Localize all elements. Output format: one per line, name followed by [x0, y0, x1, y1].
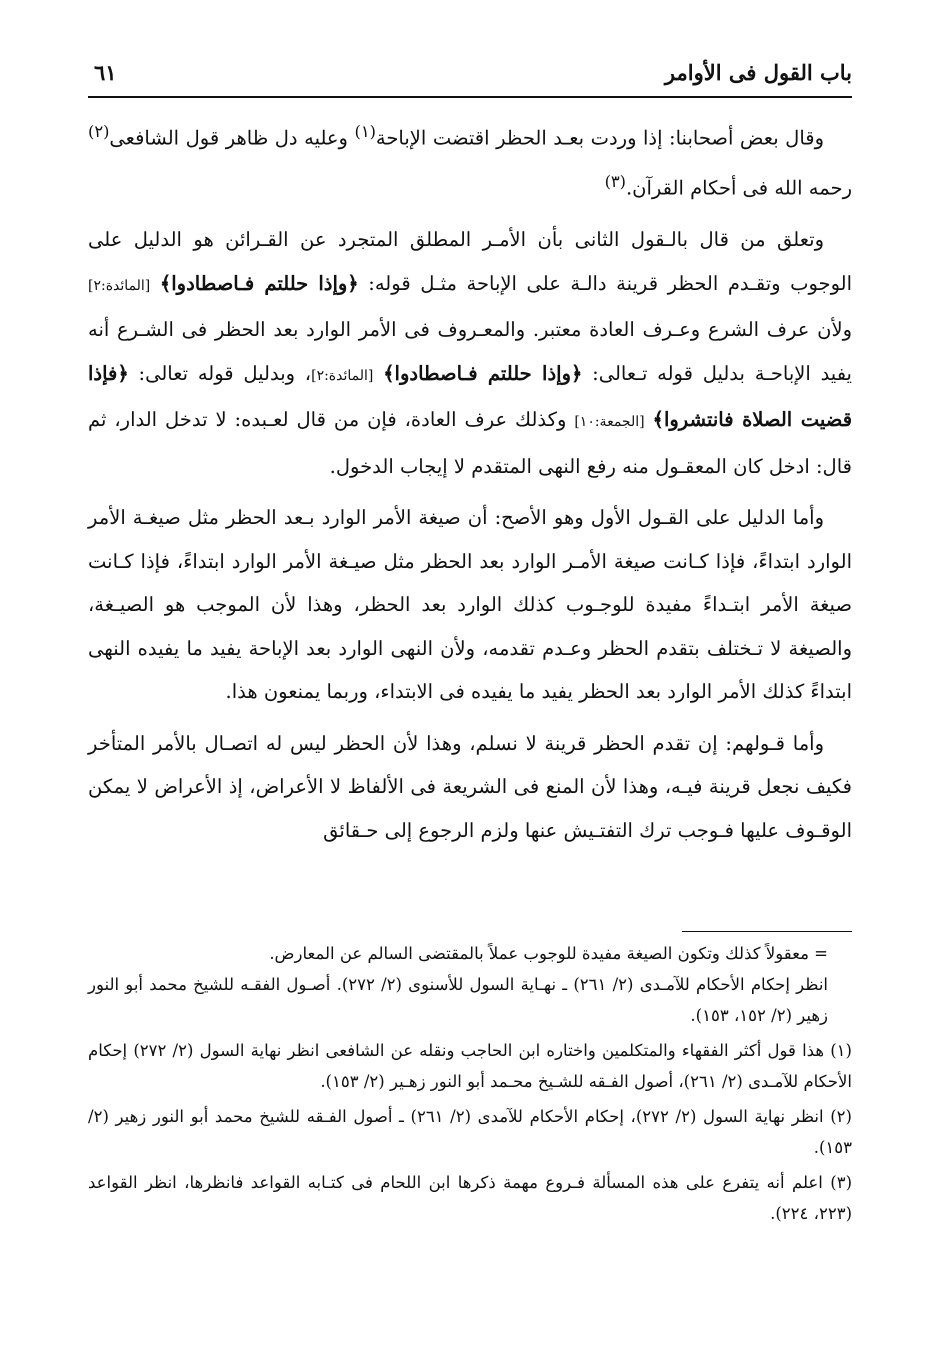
quran-quote: ﴿وإذا حللتم فـاصطادوا﴾: [159, 271, 359, 295]
text-segment: وتعلق من قال بالـقول الثانى بأن الأمـر المطلق المتجرد عن القـرائن هو الدليل على الوجوب وتقـدم الحظر قرينة دالـة على الإباحة مثـل قوله:: [88, 228, 853, 295]
paragraph-3: [88, 496, 852, 714]
text-segment: وأما الدليل على القـول الأول وهو الأصح: أن صيغة الأمر الوارد بـعد الحظر مثل صيغـة الأمر الوارد ابتداءً، فإذا كـانت صيغة الأمـر الوارد بعد الحظر مثل صيـغة الأمر الوارد ابتداءً، فإذا كـانت صيغة الأمر ابتـداءً مفيدة للوجـوب كذلك الوارد بعد الحظر، وهذا لأن الموجب هو الصيـغة، والصيغة لا تـختلف بتقدم الحظر وعـدم تقدمه، ولأن النهى الوارد بعد الإباحة يفيد ما يفيده النهى ابتداءً كذلك الأمر الوارد بعد الحظر يفيد ما يفيده فى الابتداء، وربما يمنعون هذا.: [88, 506, 852, 703]
footnote-2: (٢) انظر نهاية السول (٢/ ٢٧٢)، إحكام الأحكام للآمدى (٢/ ٢٦١) ـ أصول الفـقه للشيخ محمد أبو النور زهير (٢/ ١٥٣).: [88, 1107, 852, 1157]
text-segment: وقال بعض أصحابنا: إذا وردت بعـد الحظر اقتضت الإباحة: [375, 126, 824, 150]
quran-quote: ﴿فإذا قضيت الصلاة فانتشروا﴾: [88, 361, 853, 431]
quran-quote: ﴿وإذا حللتم فـاصطادوا﴾: [383, 361, 583, 385]
verse-reference: [المائدة:٢]: [311, 367, 374, 384]
chapter-title: باب القول فى الأوامر: [664, 60, 852, 85]
footnote-marker-1: (١): [354, 122, 376, 141]
footnote-3: (٣) اعلم أنه يتفرع على هذه المسألة فـروع مهمة ذكرها ابن اللحام فى كتـابه القواعد فانظرها، انظر القواعد (٢٢٣، ٢٢٤).: [88, 1173, 852, 1223]
text-segment: ولأن عرف الشرع وعـرف العادة معتبر. والمعـروف فى الأمر الوارد بعد الحظر فى الشـرع أنه يفيد الإباحـة بدليل قوله تـعالى:: [88, 318, 852, 385]
footnotes: [88, 938, 852, 1229]
footnote-1: (١) هذا قول أكثر الفقهاء والمتكلمين واختاره ابن الحاجب ونقله عن الشافعى انظر نهاية السول (٢/ ٢٧٢) إحكام الأحكام للآمـدى (٢/ ٢٦١)، أصول الفـقه للشـيخ محـمد أبو النور زهـير (٢/ ١٥٣).: [88, 1041, 852, 1091]
main-text: [88, 110, 852, 852]
footnote-separator: [682, 931, 852, 932]
paragraph-1: [88, 110, 852, 210]
footnote-marker-2: (٢): [88, 122, 110, 141]
footnote-continued: انظر إحكام الأحكام للآمـدى (٢/ ٢٦١) ـ نهـاية السول للأسنوى (٢/ ٢٧٢). أصـول الفقـه للشيخ محمد أبو النور زهير (٢/ ١٥٢، ١٥٣).: [88, 975, 828, 1025]
text-segment: ، وبدليل قوله تعالى:: [128, 361, 312, 385]
text-segment: وكذلك عرف العادة، فإن من قال لعـبده: لا تدخل الدار، ثم قال: ادخل كان المعقـول منه رفع النهى المتقدم لا إيجاب الدخول.: [88, 408, 852, 478]
page-number: ٦١: [94, 60, 117, 85]
running-header: [88, 56, 852, 98]
text-segment: وعليه دل ظاهر قول الشافعى: [109, 126, 355, 150]
verse-reference: [المائدة:٢]: [88, 277, 151, 294]
text-segment: وأما قـولهم: إن تقدم الحظر قرينة لا نسلم، وهذا لأن الحظر ليس له اتصـال بالأمر المتأخر فكيف نجعل قرينة فيـه، وهذا لأن المنع فى الشريعة فى الألفاظ لا الأعراض، إذ الأعراض لا يمكن الوقـوف عليها فـوجب ترك التفتـيش عنها ولزم الرجوع إلى حـقائق: [88, 731, 852, 842]
verse-reference: [الجمعة:١٠]: [574, 414, 645, 430]
footnote-continued: = معقولاً كذلك وتكون الصيغة مفيدة للوجوب عملاً بالمقتضى السالم عن المعارض.: [269, 944, 828, 963]
footnote-marker-3: (٣): [604, 172, 626, 191]
text-segment: رحمه الله فى أحكام القرآن.: [625, 176, 852, 200]
paragraph-4: [88, 722, 852, 853]
paragraph-2: [88, 218, 852, 488]
